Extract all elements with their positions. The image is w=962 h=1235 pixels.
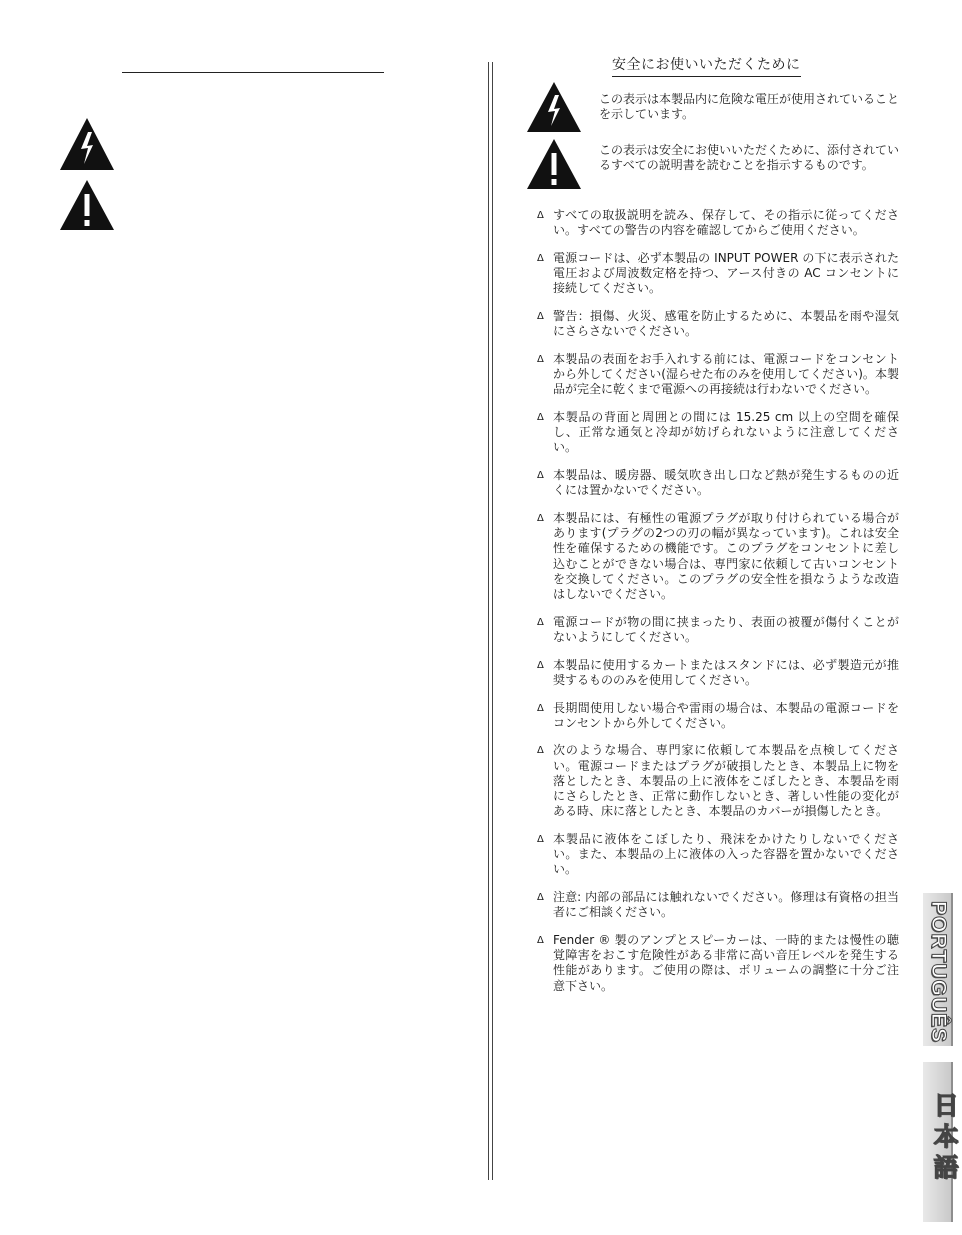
list-item [537, 410, 899, 456]
bullet-delta: Δ [537, 745, 544, 757]
list-item [537, 251, 899, 297]
language-tab-label: PORTUGUÊS [927, 901, 950, 1044]
exclamation-warning-icon [58, 178, 116, 232]
bullet-delta: Δ [537, 252, 544, 264]
list-item [537, 208, 899, 238]
exclamation-icon-explanation: この表示は安全にお使いいただくために、添付されているすべての説明書を読むことを指示するものです。 [599, 143, 900, 172]
language-tab-label: 日本語 [930, 1092, 959, 1185]
instruction-text: 本製品の表面をお手入れする前には、電源コードをコンセントから外してください(湿らせた布のみを使用してください)。本製品が完全に乾くまで電源への再接続は行わないでください。 [553, 351, 899, 397]
language-tab-japanese[interactable] [923, 1062, 959, 1222]
section-title: 安全にお使いいただくために [612, 54, 801, 77]
lightning-warning-icon [525, 80, 583, 134]
safety-instructions-list [537, 208, 899, 1006]
bullet-delta: Δ [537, 513, 544, 525]
bullet-delta: Δ [537, 659, 544, 671]
list-item [537, 511, 899, 602]
exclamation-warning-icon [525, 137, 583, 191]
instruction-text: 電源コードが物の間に挟まったり、表面の被覆が傷付くことがないようにしてください。 [553, 614, 899, 644]
instruction-text: 長期間使用しない場合や雷雨の場合は、本製品の電源コードをコンセントから外してください。 [553, 700, 899, 730]
bullet-delta: Δ [537, 210, 544, 221]
lightning-icon-explanation: この表示は本製品内に危険な電圧が使用されていることを示しています。 [599, 92, 900, 121]
list-item [537, 615, 899, 645]
bullet-delta: Δ [537, 702, 544, 714]
instruction-text: Fender ® 製のアンプとスピーカーは、一時的または慢性の聴覚障害をおこす危険性がある非常に高い音圧レベルを発生する性能があります。ご使用の際は、ボリュームの調整に十分ご注意下さい。 [553, 933, 899, 993]
list-item [537, 933, 899, 994]
instruction-text: 警告：損傷、火災、感電を防止するために、本製品を雨や湿気にさらさないでください。 [553, 309, 899, 339]
column-divider [492, 62, 493, 1180]
instruction-text: 次のような場合、専門家に依頼して本製品を点検してください。電源コードまたはプラグが破損したとき、本製品上に物を落としたとき、本製品の上に液体をこぼしたとき、本製品を雨にさらしたとき、正常に動作しないとき、著しい性能の変化がある時、床に落としたとき、本製品のカバーが損傷したとき。 [553, 743, 899, 819]
language-tab-portugues[interactable] [923, 893, 953, 1046]
list-item [537, 309, 899, 339]
list-item [537, 701, 899, 731]
bullet-delta: Δ [537, 311, 544, 323]
instruction-text: 電源コードは、必ず本製品の INPUT POWER の下に表示された電圧および周波数定格を持つ、アース付きの AC コンセントに接続してください。 [553, 250, 899, 296]
list-item [537, 352, 899, 398]
list-item [537, 890, 899, 920]
list-item [537, 832, 899, 878]
bullet-delta: Δ [537, 935, 544, 947]
instruction-text: 本製品は、暖房器、暖気吹き出し口など熱が発生するものの近くには置かないでください。 [553, 468, 899, 498]
instruction-text: 本製品に液体をこぼしたり、飛沫をかけたりしないでください。また、本製品の上に液体の入った容器を置かないでください。 [553, 832, 899, 877]
list-item [537, 658, 899, 688]
instruction-text: 本製品には、有極性の電源プラグが取り付けられている場合があります(プラグの2つの刃の幅が異なっています)。これは安全性を確保するための機能です。このプラグをコンセントに差し込むことができない場合は、専門家に依頼して古いコンセントを交換してください。このプラグの安全性を損なうような改造はしないでください。 [553, 511, 899, 602]
left-heading-rule [122, 72, 384, 73]
bullet-delta: Δ [537, 892, 544, 904]
bullet-delta: Δ [537, 470, 544, 482]
instruction-text: 本製品の背面と周囲との間には 15.25 cm 以上の空間を確保し、正常な通気と冷却が妨げられないように注意してください。 [553, 410, 899, 455]
list-item [537, 743, 899, 819]
bullet-delta: Δ [537, 834, 544, 845]
bullet-delta: Δ [537, 353, 544, 365]
column-divider [488, 62, 489, 1180]
lightning-warning-icon [58, 116, 116, 172]
instruction-text: すべての取扱説明を読み、保存して、その指示に従ってください。すべての警告の内容を確認してからご使用ください。 [553, 208, 899, 238]
instruction-text: 本製品に使用するカートまたはスタンドには、必ず製造元が推奨するもののみを使用してください。 [553, 657, 899, 687]
list-item [537, 468, 899, 498]
bullet-delta: Δ [537, 412, 544, 424]
instruction-text: 注意: 内部の部品には触れないでください。修理は有資格の担当者にご相談ください。 [553, 890, 899, 920]
bullet-delta: Δ [537, 616, 544, 628]
